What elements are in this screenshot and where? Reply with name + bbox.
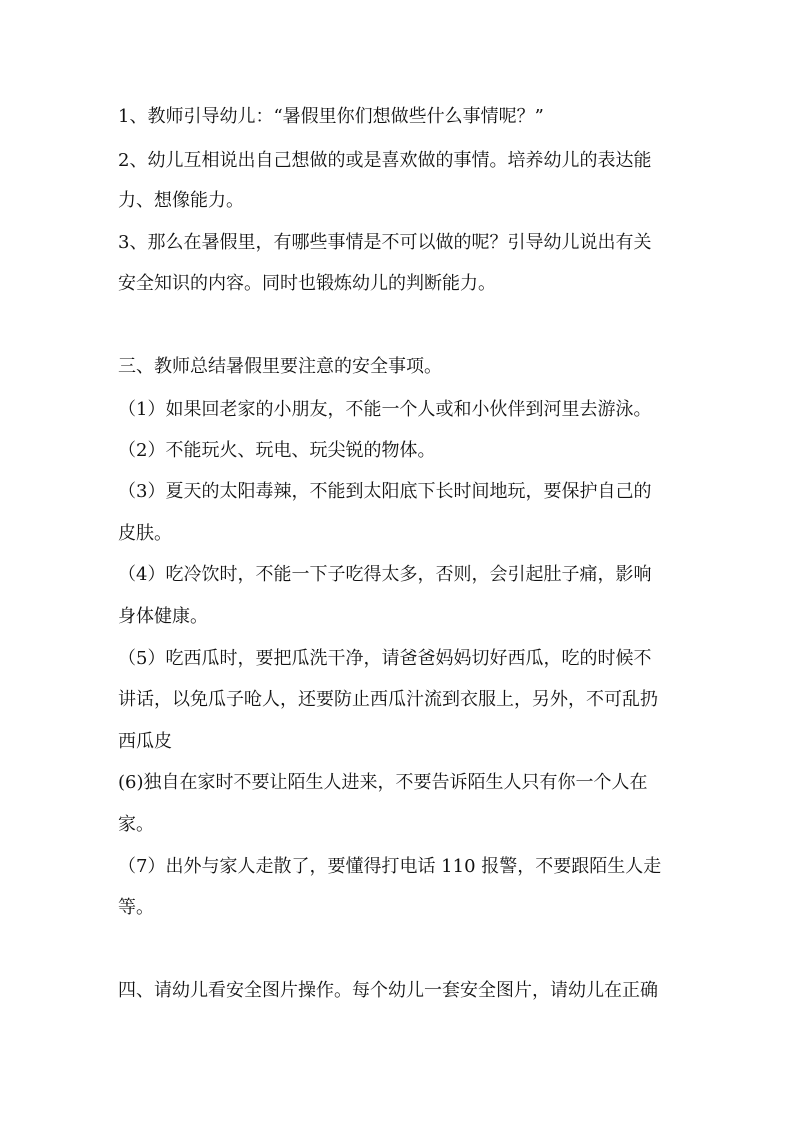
list-item-continuation: 讲话，以免瓜子呛人，还要防止西瓜汁流到衣服上，另外，不可乱扔 bbox=[118, 689, 658, 710]
list-item-continuation: 家。 bbox=[118, 814, 154, 835]
list-item: （1）如果回老家的小朋友，不能一个人或和小伙伴到河里去游泳。 bbox=[118, 399, 652, 420]
list-item: （4）吃冷饮时，不能一下子吃得太多，否则，会引起肚子痛，影响 bbox=[118, 564, 652, 585]
section-heading: 三、教师总结暑假里要注意的安全事项。 bbox=[118, 356, 442, 377]
list-item-continuation: 皮肤。 bbox=[118, 523, 172, 544]
list-item-continuation: 等。 bbox=[118, 897, 154, 918]
text-line: 力、想像能力。 bbox=[118, 190, 244, 211]
list-item: （5）吃西瓜时，要把瓜洗干净，请爸爸妈妈切好西瓜，吃的时候不 bbox=[118, 648, 652, 669]
text-line: 1、教师引导幼儿：“暑假里你们想做些什么事情呢？” bbox=[118, 106, 544, 127]
text-line: 安全知识的内容。同时也锻炼幼儿的判断能力。 bbox=[118, 273, 496, 294]
text-line: 3、那么在暑假里，有哪些事情是不可以做的呢？引导幼儿说出有关 bbox=[118, 232, 652, 253]
list-item-continuation: 西瓜皮 bbox=[118, 731, 172, 752]
list-item: （7）出外与家人走散了，要懂得打电话 110 报警，不要跟陌生人走 bbox=[118, 856, 662, 877]
list-item: (6)独自在家时不要让陌生人进来，不要告诉陌生人只有你一个人在 bbox=[118, 772, 648, 793]
section-heading: 四、请幼儿看安全图片操作。每个幼儿一套安全图片，请幼儿在正确 bbox=[118, 980, 658, 1001]
text-line: 2、幼儿互相说出自己想做的或是喜欢做的事情。培养幼儿的表达能 bbox=[118, 150, 652, 171]
list-item-continuation: 身体健康。 bbox=[118, 606, 208, 627]
list-item: （3）夏天的太阳毒辣，不能到太阳底下长时间地玩，要保护自己的 bbox=[118, 481, 652, 502]
list-item: （2）不能玩火、玩电、玩尖锐的物体。 bbox=[118, 440, 436, 461]
